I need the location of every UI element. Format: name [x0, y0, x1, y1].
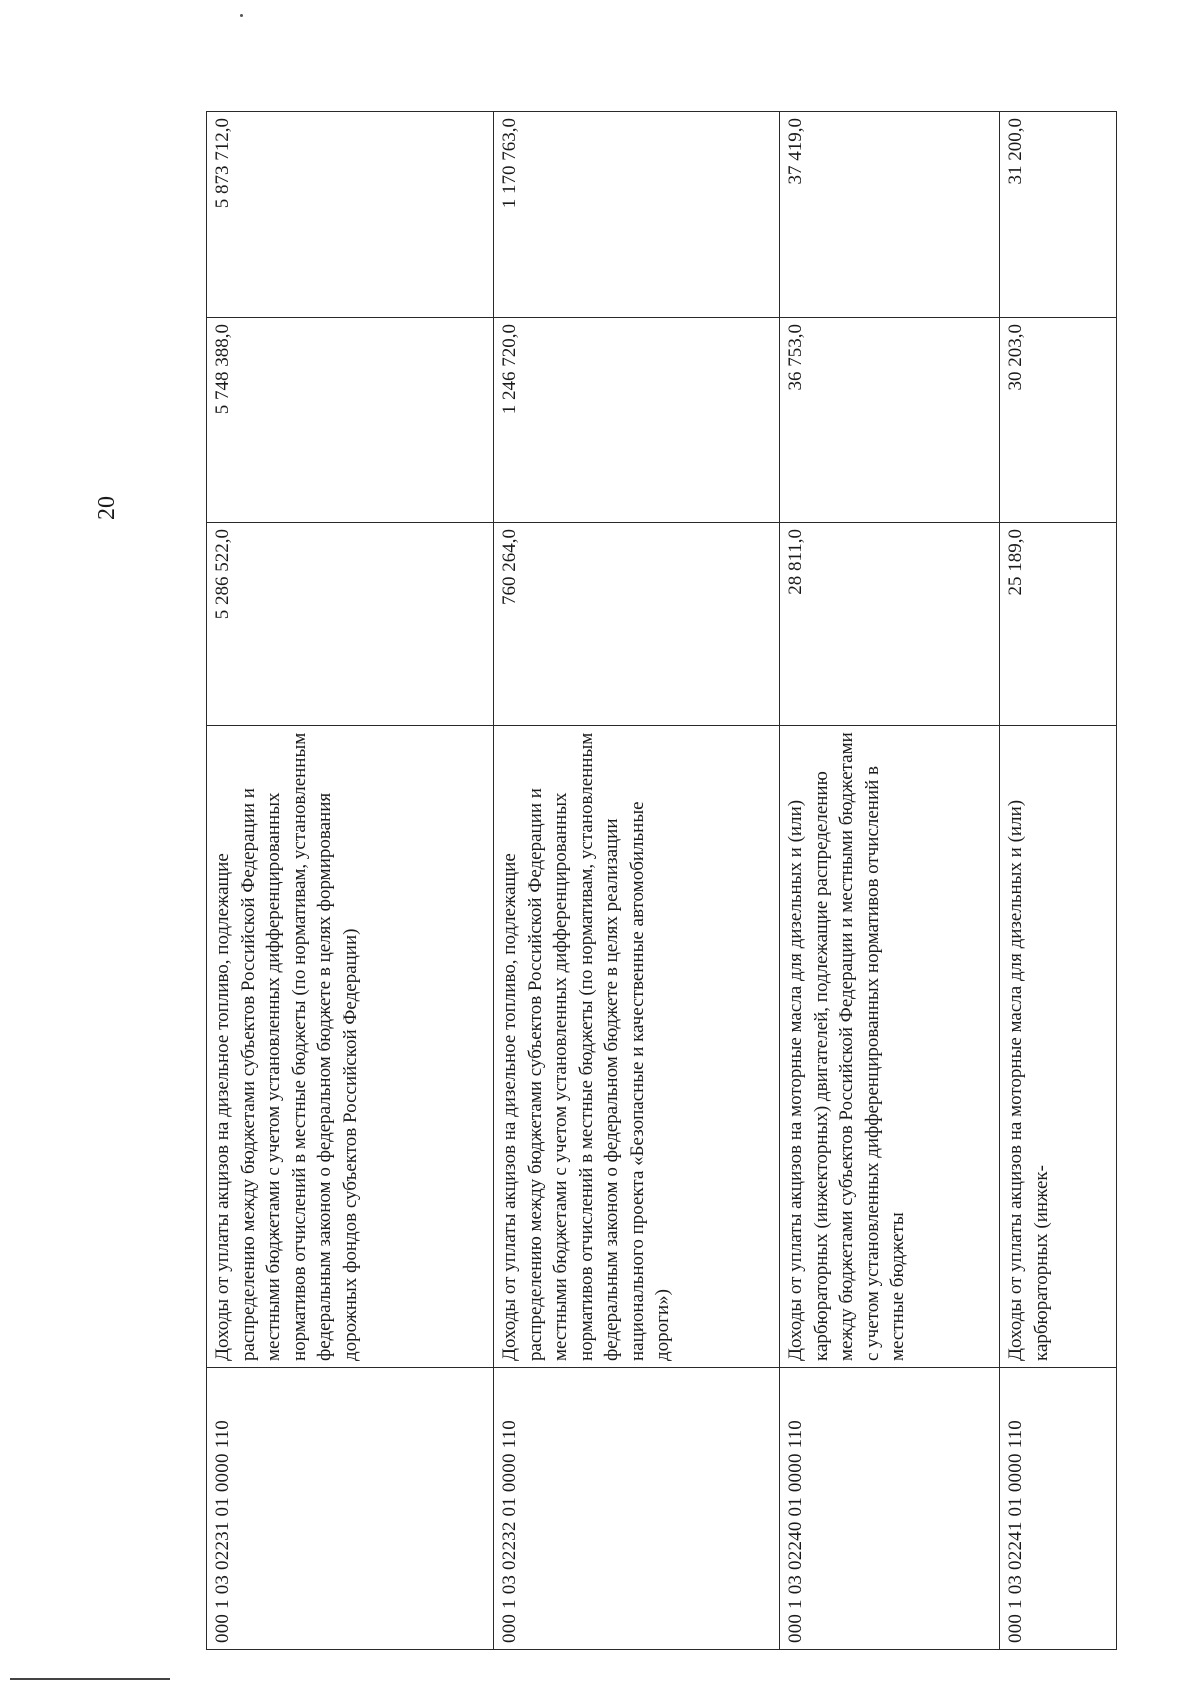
budget-code-cell: 000 1 03 02241 01 0000 110: [1000, 1368, 1117, 1650]
value-year-1-cell: 28 811,0: [780, 523, 1000, 726]
scan-edge-line: [10, 1678, 170, 1680]
value-year-2-cell: 30 203,0: [1000, 318, 1117, 523]
value-year-1-cell: 5 286 522,0: [207, 523, 494, 726]
table-row: [780, 112, 1000, 1650]
value-year-2-cell: 1 246 720,0: [494, 318, 780, 523]
budget-code-cell: 000 1 03 02240 01 0000 110: [780, 1368, 1000, 1650]
budget-revenue-table: [206, 111, 1117, 1650]
description-cell: Доходы от уплаты акцизов на дизельное топливо, подлежащие распределению между бюджетами субъектов Российской Федерации и местными бюджетами с учетом установленных дифференцированных нормативов отчислений в местные бюджеты (по нормативам, установленным федеральным законом о федеральном бюджете в целях формирования дорожных фондов субъектов Российской Федерации): [207, 726, 494, 1368]
value-year-2-cell: 36 753,0: [780, 318, 1000, 523]
table-row: [207, 112, 494, 1650]
budget-code-cell: 000 1 03 02231 01 0000 110: [207, 1368, 494, 1650]
scan-dot: [240, 14, 243, 17]
value-year-3-cell: 37 419,0: [780, 112, 1000, 318]
value-year-2-cell: 5 748 388,0: [207, 318, 494, 523]
description-cell: Доходы от уплаты акцизов на моторные масла для дизельных и (или) карбюраторных (инжек-: [1000, 726, 1117, 1368]
table-row: [1000, 112, 1117, 1650]
value-year-1-cell: 25 189,0: [1000, 523, 1117, 726]
value-year-3-cell: 31 200,0: [1000, 112, 1117, 318]
budget-code-cell: 000 1 03 02232 01 0000 110: [494, 1368, 780, 1650]
description-cell: Доходы от уплаты акцизов на моторные масла для дизельных и (или) карбюраторных (инжекторных) двигателей, подлежащие распределению между бюджетами субъектов Российской Федерации и местными бюджетами с учетом установленных дифференцированных нормативов отчислений в местные бюджеты: [780, 726, 1000, 1368]
budget-table-container: [206, 112, 1116, 1650]
table-row: [494, 112, 780, 1650]
value-year-1-cell: 760 264,0: [494, 523, 780, 726]
description-cell: Доходы от уплаты акцизов на дизельное топливо, подлежащие распределению между бюджетами субъектов Российской Федерации и местными бюджетами с учетом установленных дифференцированных нормативов отчислений в местные бюджеты (по нормативам, установленным федеральным законом о федеральном бюджете в целях реализации национального проекта «Безопасные и качественные автомобильные дороги»): [494, 726, 780, 1368]
page-number: 20: [94, 496, 120, 520]
rotated-table-frame: [206, 112, 1116, 1650]
value-year-3-cell: 5 873 712,0: [207, 112, 494, 318]
value-year-3-cell: 1 170 763,0: [494, 112, 780, 318]
